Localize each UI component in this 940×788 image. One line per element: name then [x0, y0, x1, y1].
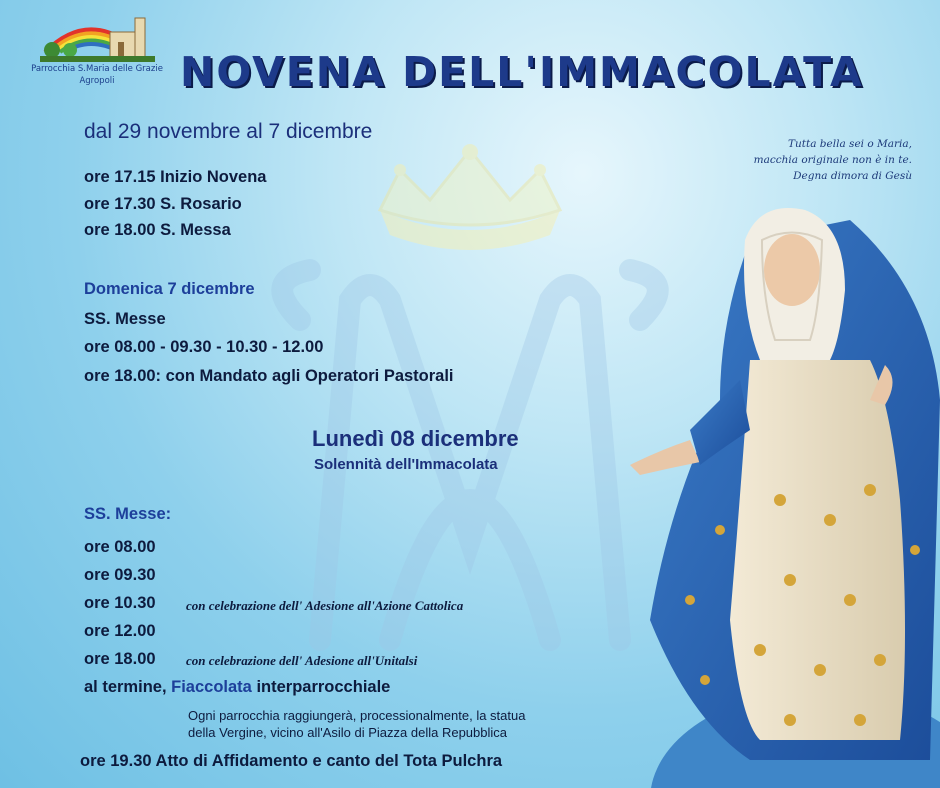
quote-line: Degna dimora di Gesù	[793, 170, 912, 182]
sunday-heading: Domenica 7 dicembre	[84, 280, 255, 298]
monday-mass-time: ore 09.30	[84, 566, 156, 584]
monday-mass-time: ore 08.00	[84, 538, 156, 556]
closing-line: ore 19.30 Atto di Affidamento e canto del Tota Pulchra	[80, 752, 503, 770]
novena-time: ore 18.00 S. Messa	[84, 221, 231, 239]
logo-town: Agropoli	[79, 76, 115, 86]
sunday-evening-mass: ore 18.00: con Mandato agli Operatori Pastorali	[84, 367, 454, 385]
novena-time: ore 17.30 S. Rosario	[84, 195, 242, 213]
procession-line	[84, 678, 390, 697]
monday-mass-time: ore 18.00	[84, 650, 156, 668]
church-logo-icon	[40, 12, 155, 64]
immaculate-statue-image	[630, 200, 940, 788]
monday-subheading: Solennità dell'Immacolata	[314, 456, 498, 473]
monday-mass-time: ore 10.30	[84, 594, 156, 612]
parish-logo	[22, 12, 172, 92]
novena-time: ore 17.15 Inizio Novena	[84, 168, 267, 186]
procession-suffix: interparrocchiale	[256, 678, 391, 696]
monday-heading: Lunedì 08 dicembre	[312, 426, 519, 451]
quote	[692, 136, 912, 184]
quote-line: macchia originale non è in te.	[753, 154, 912, 166]
crown-watermark	[360, 140, 580, 250]
novena-date-range: dal 29 novembre al 7 dicembre	[84, 120, 373, 143]
procession-description: Ogni parrocchia raggiungerà, processionalmente, la statua	[188, 708, 526, 723]
sunday-masses-label: SS. Messe	[84, 310, 166, 328]
monday-mass-time: ore 12.00	[84, 622, 156, 640]
quote-line: Tutta bella sei o Maria,	[788, 138, 912, 150]
monday-mass-note: con celebrazione dell' Adesione all'Unitalsi	[186, 653, 418, 668]
monday-mass-note: con celebrazione dell' Adesione all'Azione Cattolica	[186, 598, 464, 613]
monday-masses-label: SS. Messe:	[84, 505, 172, 523]
procession-description: della Vergine, vicino all'Asilo di Piazza della Repubblica	[188, 725, 508, 740]
logo-parish-name: Parrocchia S.Maria delle Grazie	[31, 64, 163, 74]
procession-prefix: al termine,	[84, 678, 167, 696]
page-title: NOVENA DELL'IMMACOLATA	[180, 48, 864, 96]
procession-highlight: Fiaccolata	[171, 678, 252, 696]
sunday-mass-times: ore 08.00 - 09.30 - 10.30 - 12.00	[84, 338, 324, 356]
